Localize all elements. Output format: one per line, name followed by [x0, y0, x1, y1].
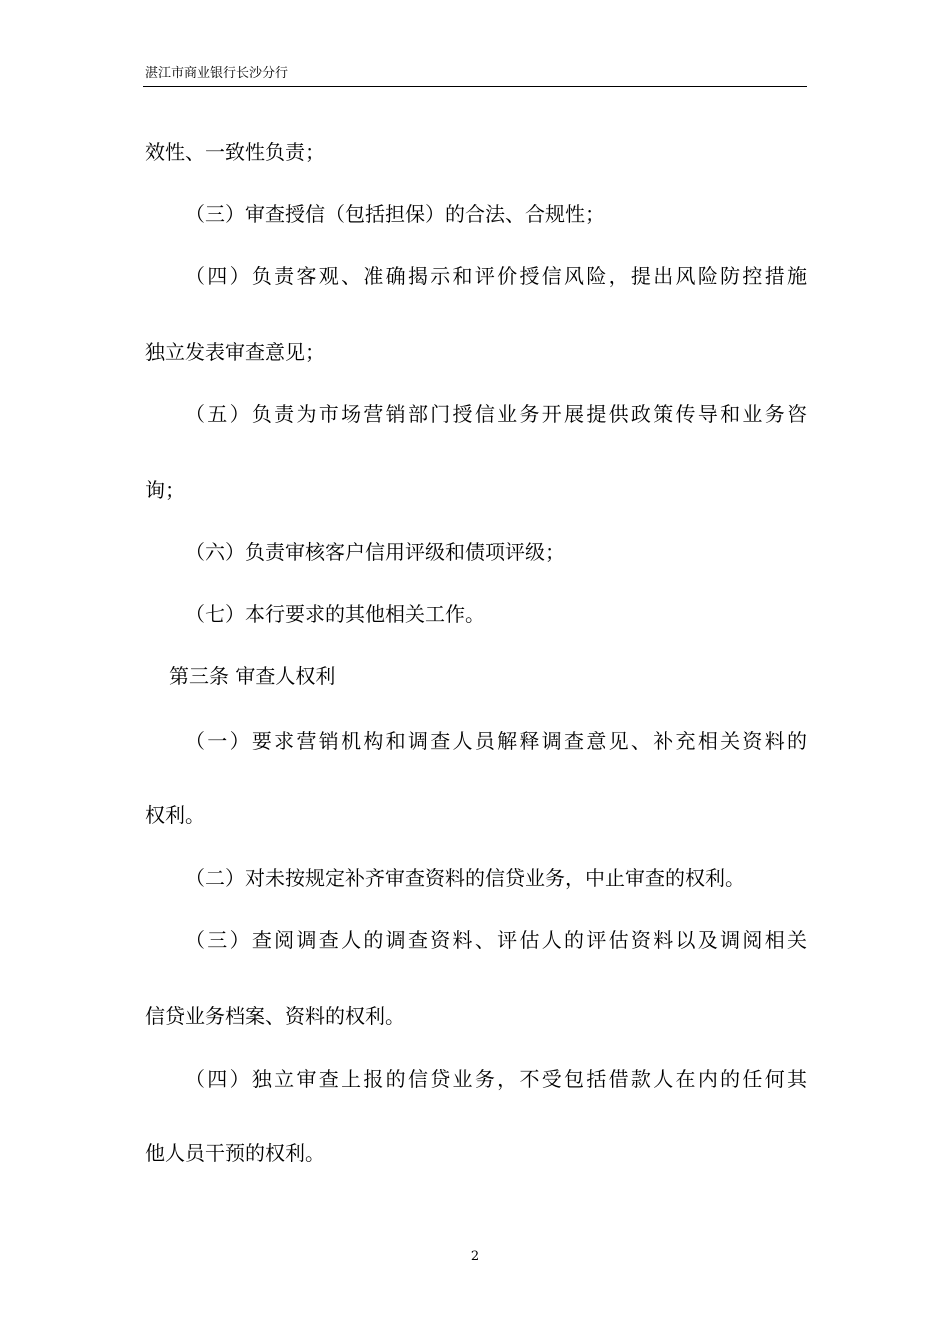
paragraph-line: 权利。: [145, 803, 205, 827]
paragraph-line: （七）本行要求的其他相关工作。: [185, 602, 485, 626]
article-heading: 第三条 审查人权利: [169, 664, 336, 688]
paragraph-line: （三）审查授信（包括担保）的合法、合规性；: [185, 202, 605, 226]
paragraph-line: （一）要求营销机构和调查人员解释调查意见、补充相关资料的: [185, 729, 807, 753]
paragraph-line: （六）负责审核客户信用评级和债项评级；: [185, 540, 565, 564]
paragraph-line: （四）独立审查上报的信贷业务，不受包括借款人在内的任何其: [185, 1067, 807, 1091]
paragraph-line: （四）负责客观、准确揭示和评价授信风险，提出风险防控措施: [185, 264, 807, 288]
paragraph-line: 效性、一致性负责；: [145, 140, 325, 164]
paragraph-line: （二）对未按规定补齐审查资料的信贷业务，中止审查的权利。: [185, 866, 745, 890]
page-number: 2: [470, 1249, 480, 1264]
header-divider: [143, 86, 807, 87]
paragraph-line: 独立发表审查意见；: [145, 340, 325, 364]
paragraph-line: 信贷业务档案、资料的权利。: [145, 1004, 405, 1028]
header-title: 湛江市商业银行长沙分行: [145, 66, 289, 81]
paragraph-line: （五）负责为市场营销部门授信业务开展提供政策传导和业务咨: [185, 402, 807, 426]
paragraph-line: （三）查阅调查人的调查资料、评估人的评估资料以及调阅相关: [185, 928, 807, 952]
paragraph-line: 询；: [145, 478, 185, 502]
paragraph-line: 他人员干预的权利。: [145, 1141, 325, 1165]
